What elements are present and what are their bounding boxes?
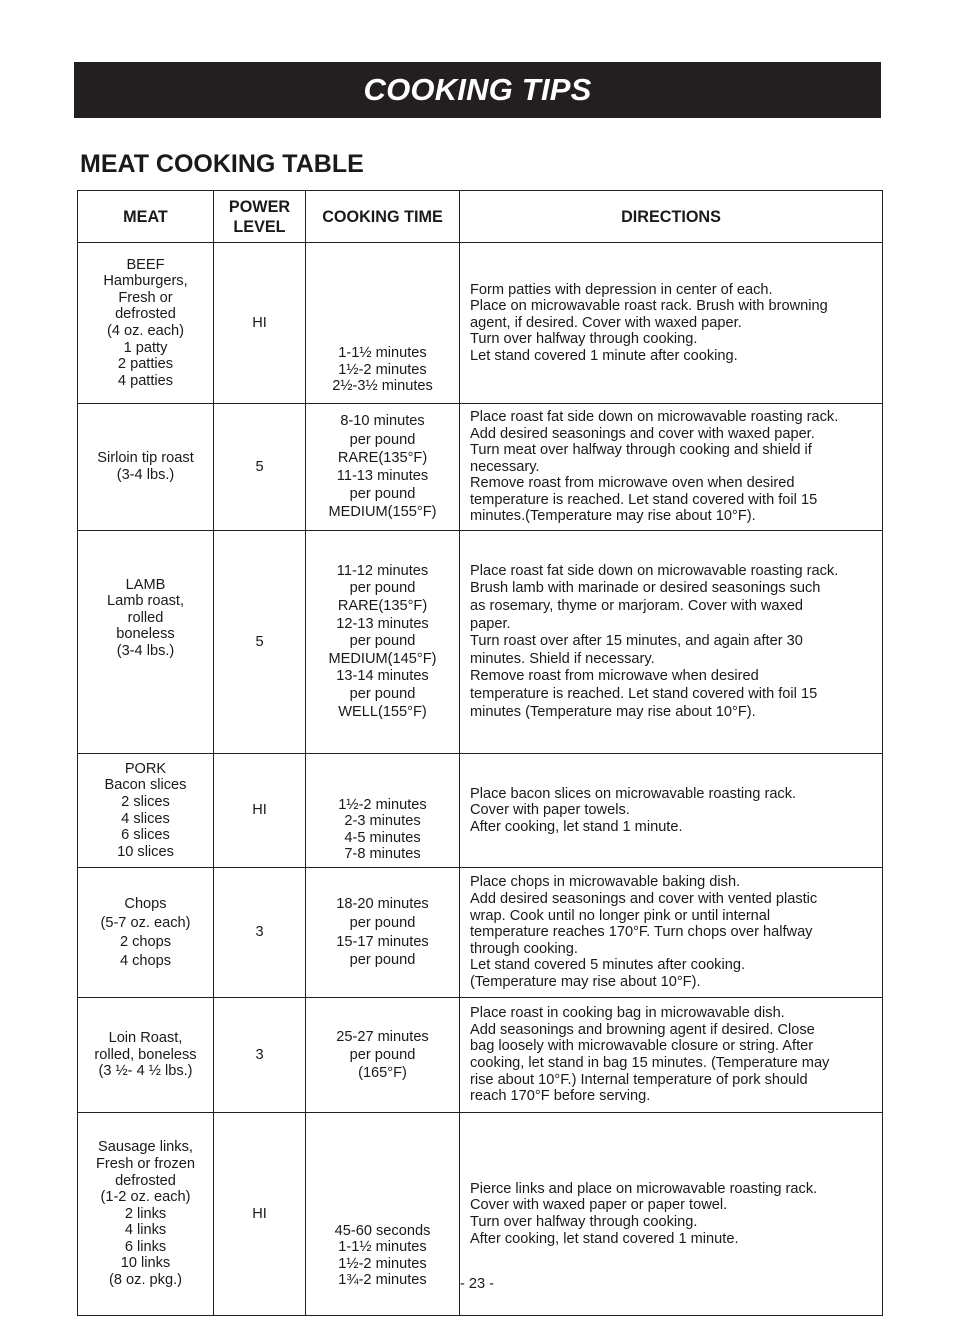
table-row (78, 531, 883, 754)
page-number: - 23 - (459, 1276, 495, 1292)
power-cell: 5 (214, 404, 306, 531)
meat-cell: Sirloin tip roast (3-4 lbs.) (78, 404, 214, 531)
directions-cell: Form patties with depression in center of each. Place on microwavable roast rack. Brush with browning agent, if desired. Cover with waxed paper. Turn over halfway through cooking. Let stand covered 1 minute after cooking. (460, 243, 883, 404)
time-cell: 18-20 minutes per pound 15-17 minutes per pound (306, 868, 460, 998)
power-cell: HI (214, 1113, 306, 1316)
time-cell: 1½-2 minutes 2-3 minutes 4-5 minutes 7-8 minutes (306, 754, 460, 868)
header-power-level: POWER LEVEL (214, 191, 306, 243)
meat-cell: Loin Roast, rolled, boneless (3 ½- 4 ½ lbs.) (78, 998, 214, 1113)
meat-cell: LAMB Lamb roast, rolled boneless (3-4 lbs.) (78, 531, 214, 754)
time-cell: 25-27 minutes per pound (165°F) (306, 998, 460, 1113)
meat-cooking-table (77, 190, 883, 1316)
section-title: MEAT COOKING TABLE (80, 150, 364, 178)
header-directions: DIRECTIONS (460, 191, 883, 243)
table-row (78, 404, 883, 531)
meat-cell: Chops (5-7 oz. each) 2 chops 4 chops (78, 868, 214, 998)
power-cell: HI (214, 754, 306, 868)
header-meat: MEAT (78, 191, 214, 243)
power-cell: 3 (214, 868, 306, 998)
table-row (78, 243, 883, 404)
table-row (78, 868, 883, 998)
power-cell: 3 (214, 998, 306, 1113)
time-cell: 8-10 minutes per pound RARE(135°F) 11-13 minutes per pound MEDIUM(155°F) (306, 404, 460, 531)
meat-cell: BEEF Hamburgers, Fresh or defrosted (4 oz. each) 1 patty 2 patties 4 patties (78, 243, 214, 404)
time-cell: 1-1½ minutes 1½-2 minutes 2½-3½ minutes (306, 243, 460, 404)
meat-cell: Sausage links, Fresh or frozen defrosted (1-2 oz. each) 2 links 4 links 6 links 10 links (8 oz. pkg.) (78, 1113, 214, 1316)
page-title: COOKING TIPS (363, 72, 592, 107)
power-cell: HI (214, 243, 306, 404)
table-header-row (78, 191, 883, 243)
directions-cell: Place roast in cooking bag in microwavable dish. Add seasonings and browning agent if desired. Close bag loosely with microwavable closure or string. After cooking, let stand in bag 15 minutes. (Temperature may rise about 10°F.) Internal temperature of pork should reach 170°F before serving. (460, 998, 883, 1113)
title-banner (74, 62, 881, 118)
time-cell: 45-60 seconds 1-1½ minutes 1½-2 minutes 1¾-2 minutes (306, 1113, 460, 1316)
directions-cell: Place roast fat side down on microwavable roasting rack. Add desired seasonings and cover with waxed paper. Turn meat over halfway through cooking and shield if necessary. Remove roast from microwave oven when desired temperature is reached. Let stand covered with foil 15 minutes.(Temperature may rise about 10°F). (460, 404, 883, 531)
directions-cell: Place roast fat side down on microwavable roasting rack. Brush lamb with marinade or desired seasonings such as rosemary, thyme or marjoram. Cover with waxed paper. Turn roast over after 15 minutes, and again after 30 minutes. Shield if necessary. Remove roast from microwave when desired temperature is reached. Let stand covered with foil 15 minutes (Temperature may rise about 10°F). (460, 531, 883, 754)
directions-cell: Pierce links and place on microwavable roasting rack. Cover with waxed paper or paper towel. Turn over halfway through cooking. After cooking, let stand covered 1 minute. (460, 1113, 883, 1316)
table-row (78, 754, 883, 868)
header-cooking-time: COOKING TIME (306, 191, 460, 243)
table-row (78, 998, 883, 1113)
directions-cell: Place bacon slices on microwavable roasting rack. Cover with paper towels. After cooking, let stand 1 minute. (460, 754, 883, 868)
power-cell: 5 (214, 531, 306, 754)
time-cell: 11-12 minutes per pound RARE(135°F) 12-13 minutes per pound MEDIUM(145°F) 13-14 minutes per pound WELL(155°F) (306, 531, 460, 754)
meat-cell: PORK Bacon slices 2 slices 4 slices 6 slices 10 slices (78, 754, 214, 868)
directions-cell: Place chops in microwavable baking dish. Add desired seasonings and cover with vented plastic wrap. Cook until no longer pink or until internal temperature reaches 170°F. Turn chops over halfway through cooking. Let stand covered 5 minutes after cooking. (Temperature may rise about 10°F). (460, 868, 883, 998)
